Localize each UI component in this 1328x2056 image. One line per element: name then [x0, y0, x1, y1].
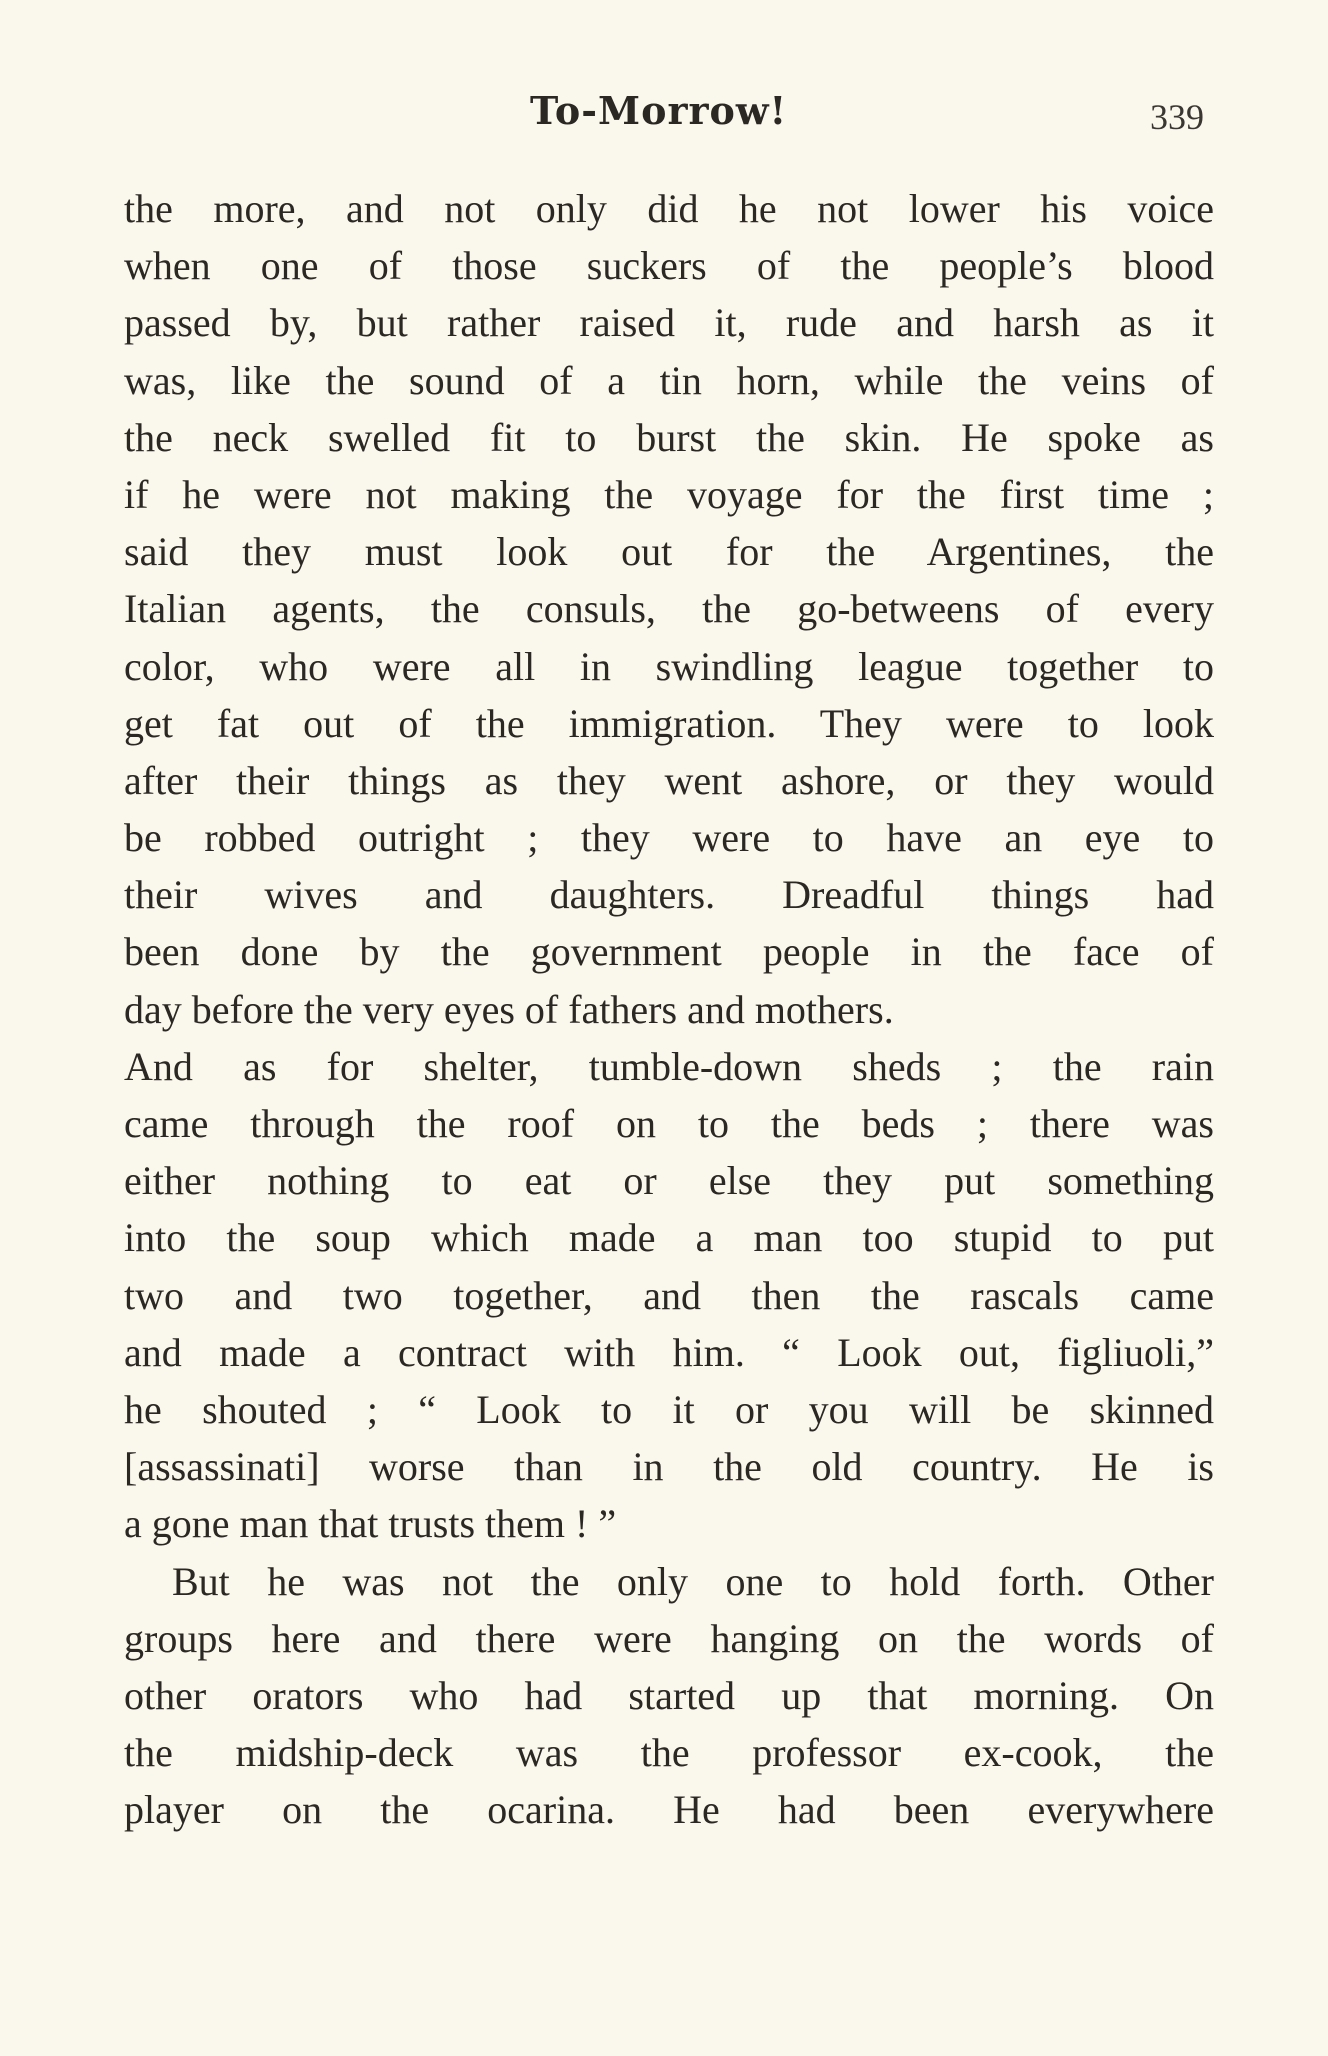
text-line: day before the very eyes of fathers and mothers. — [124, 986, 894, 1032]
running-title: To-Morrow! — [530, 88, 788, 133]
text-line: passed by, but rather raised it, rude and harsh as it — [124, 300, 1214, 346]
text-line: he shouted ; “ Look to it or you will be skinned — [124, 1386, 1214, 1432]
text-line: And as for shelter, tumble-down sheds ; the rain — [124, 1043, 1214, 1089]
text-line: said they must look out for the Argentines, the — [124, 529, 1214, 575]
text-line: been done by the government people in the face of — [124, 929, 1214, 975]
text-line: Italian agents, the consuls, the go-betweens of every — [124, 586, 1214, 632]
text-line: into the soup which made a man too stupid to put — [124, 1215, 1214, 1261]
text-line: after their things as they went ashore, or they would — [124, 757, 1214, 803]
text-line: other orators who had started up that morning. On — [124, 1672, 1214, 1718]
text-line: and made a contract with him. “ Look out, figliuoli,” — [124, 1329, 1214, 1375]
text-line: [assassinati] worse than in the old country. He is — [124, 1444, 1214, 1490]
text-line: be robbed outright ; they were to have an eye to — [124, 815, 1214, 861]
text-line: groups here and there were hanging on the words of — [124, 1615, 1214, 1661]
text-line: a gone man that trusts them ! ” — [124, 1501, 617, 1547]
text-line: if he were not making the voyage for the first time ; — [124, 471, 1214, 517]
text-line: the neck swelled fit to burst the skin. He spoke as — [124, 414, 1214, 460]
body-text — [124, 180, 1214, 1838]
page-number: 339 — [1150, 97, 1204, 137]
text-line: came through the roof on to the beds ; there was — [124, 1101, 1214, 1146]
text-line: player on the ocarina. He had been everywhere — [124, 1787, 1214, 1833]
text-line: either nothing to eat or else they put something — [124, 1158, 1214, 1204]
text-line: when one of those suckers of the people’s blood — [124, 243, 1214, 289]
text-line: the more, and not only did he not lower his voice — [124, 186, 1214, 231]
text-line: get fat out of the immigration. They were to look — [124, 700, 1214, 746]
text-line: two and two together, and then the rascals came — [124, 1272, 1214, 1318]
text-line: color, who were all in swindling league together to — [124, 643, 1214, 689]
text-line: was, like the sound of a tin horn, while the veins of — [124, 357, 1214, 403]
text-line: their wives and daughters. Dreadful things had — [124, 872, 1214, 918]
text-line: But he was not the only one to hold forth. Other — [172, 1558, 1214, 1604]
text-line: the midship-deck was the professor ex-cook, the — [124, 1730, 1214, 1776]
